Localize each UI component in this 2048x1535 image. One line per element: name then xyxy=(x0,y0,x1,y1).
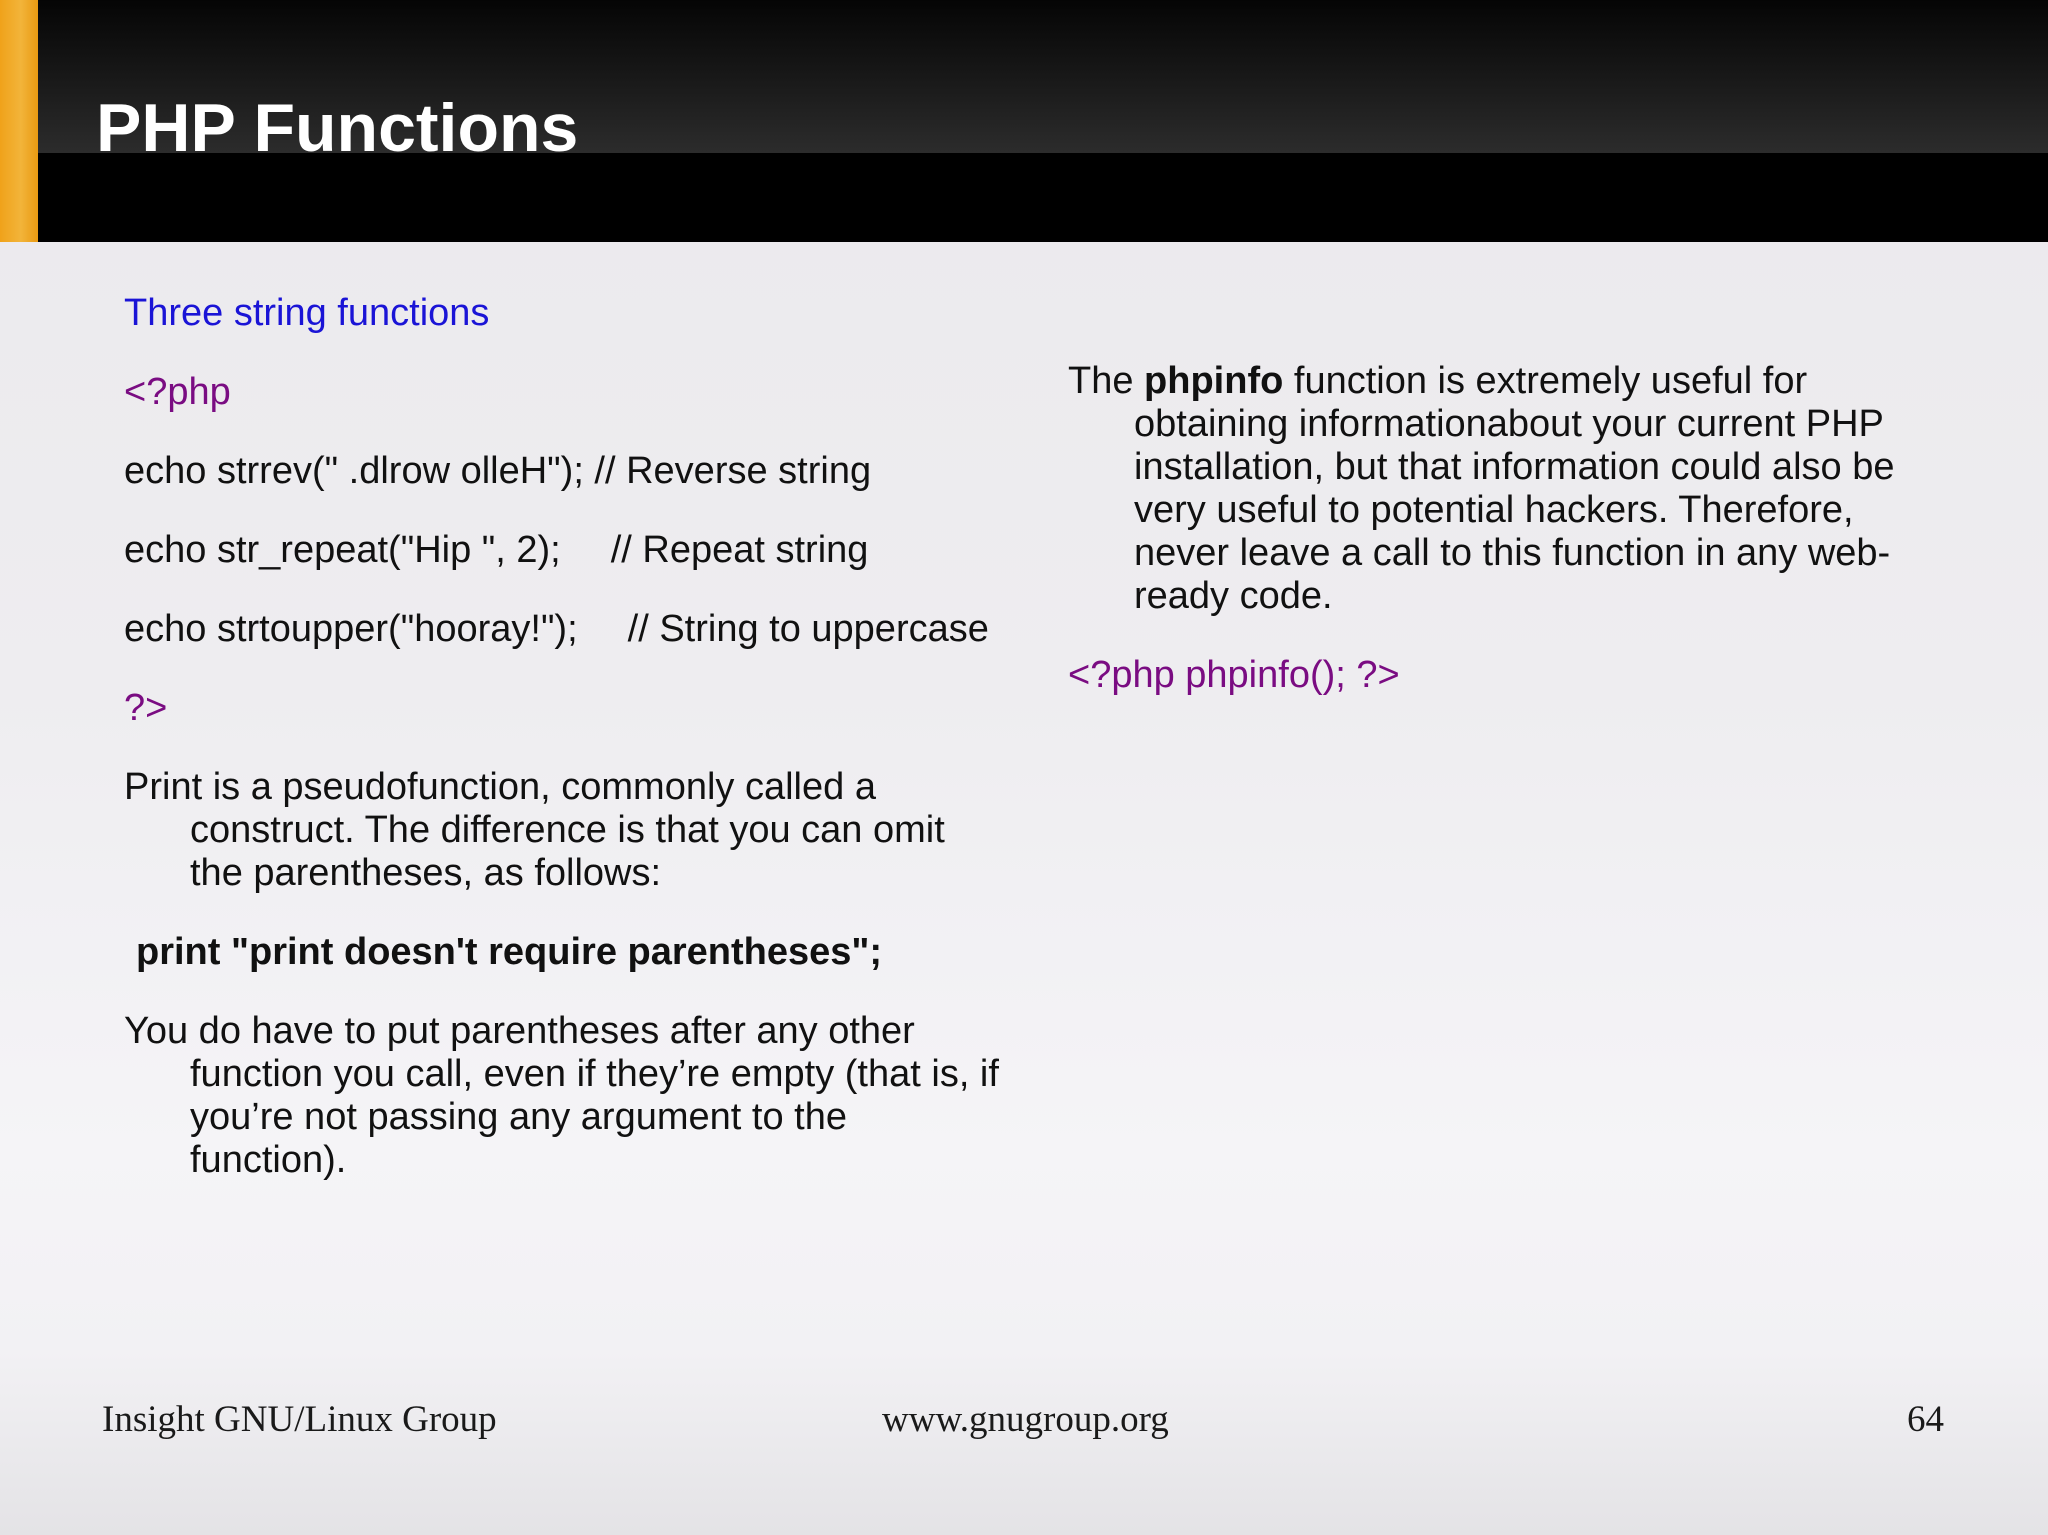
code-text: echo str_repeat("Hip ", 2); xyxy=(124,529,561,571)
code-comment: // String to uppercase xyxy=(627,608,989,650)
section-heading: Three string functions xyxy=(124,292,490,334)
code-comment: // Repeat string xyxy=(610,529,869,571)
phpinfo-code: <?php phpinfo(); ?> xyxy=(1068,654,1400,696)
print-example: print "print doesn't require parentheses"; xyxy=(136,931,883,973)
code-line-str-repeat xyxy=(124,529,1004,572)
footer-organization: Insight GNU/Linux Group xyxy=(102,1399,497,1440)
code-line-strrev: echo strrev(" .dlrow olleH"); // Reverse string xyxy=(124,450,872,492)
right-column xyxy=(1068,360,1948,733)
phpinfo-text-start: The xyxy=(1068,360,1145,402)
code-line-strtoupper xyxy=(124,608,1004,651)
slide-header xyxy=(0,0,2048,242)
phpinfo-text-rest: function is extremely useful for obtaining informationabout your current PHP installation, but that information could also be very useful to potential hackers. Therefore, never leave a call to this function in any web-ready code. xyxy=(1134,360,1895,617)
php-open-tag: <?php xyxy=(124,371,231,413)
phpinfo-paragraph xyxy=(1068,360,1948,618)
phpinfo-keyword: phpinfo xyxy=(1144,360,1284,402)
code-text: echo strtoupper("hooray!"); xyxy=(124,608,578,650)
slide-title: PHP Functions xyxy=(96,90,579,166)
print-paragraph: Print is a pseudofunction, commonly called a construct. The difference is that you can omit the parentheses, as follows: xyxy=(124,766,945,894)
orange-accent-bar xyxy=(0,0,38,242)
left-column xyxy=(124,292,1004,1218)
page-number: 64 xyxy=(1907,1399,1944,1440)
parentheses-paragraph: You do have to put parentheses after any other function you call, even if they’re empty (that is, if you’re not passing any argument to the function). xyxy=(124,1010,999,1181)
php-close-tag: ?> xyxy=(124,687,168,729)
footer-website: www.gnugroup.org xyxy=(882,1399,1169,1440)
